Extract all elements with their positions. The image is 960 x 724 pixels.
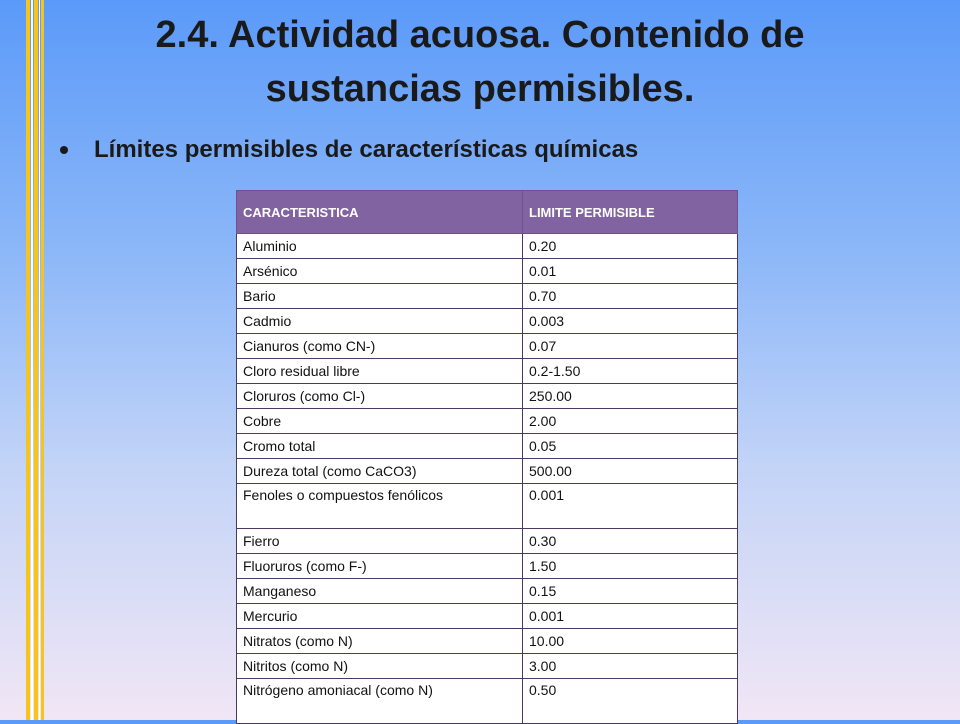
cell-characteristic: Fluoruros (como F-) — [237, 554, 523, 579]
cell-characteristic: Cianuros (como CN-) — [237, 334, 523, 359]
table-row — [237, 459, 738, 484]
table-body — [237, 234, 738, 724]
table-row — [237, 409, 738, 434]
cell-limit: 0.01 — [523, 259, 738, 284]
cell-limit: 1.50 — [523, 554, 738, 579]
table-row — [237, 604, 738, 629]
cell-characteristic: Aluminio — [237, 234, 523, 259]
cell-limit: 0.20 — [523, 234, 738, 259]
cell-limit: 0.70 — [523, 284, 738, 309]
cell-limit: 0.15 — [523, 579, 738, 604]
cell-characteristic: Dureza total (como CaCO3) — [237, 459, 523, 484]
cell-limit: 2.00 — [523, 409, 738, 434]
cell-limit: 0.003 — [523, 309, 738, 334]
table-row — [237, 679, 738, 724]
cell-characteristic: Cloruros (como Cl-) — [237, 384, 523, 409]
table-row — [237, 359, 738, 384]
table-row — [237, 484, 738, 529]
table-row — [237, 259, 738, 284]
title-line-2: sustancias permisibles. — [265, 68, 695, 110]
stripe — [41, 0, 44, 720]
cell-limit: 0.2-1.50 — [523, 359, 738, 384]
cell-characteristic: Nitratos (como N) — [237, 629, 523, 654]
table-row — [237, 334, 738, 359]
cell-characteristic: Bario — [237, 284, 523, 309]
cell-limit: 0.05 — [523, 434, 738, 459]
limits-table — [236, 190, 738, 724]
cell-limit: 10.00 — [523, 629, 738, 654]
cell-limit: 500.00 — [523, 459, 738, 484]
header-characteristic: CARACTERISTICA — [237, 191, 523, 234]
cell-characteristic: Cromo total — [237, 434, 523, 459]
cell-limit: 250.00 — [523, 384, 738, 409]
table-row — [237, 434, 738, 459]
table-header-row — [237, 191, 738, 234]
cell-limit: 3.00 — [523, 654, 738, 679]
cell-limit: 0.001 — [523, 604, 738, 629]
cell-characteristic: Manganeso — [237, 579, 523, 604]
cell-characteristic: Cloro residual libre — [237, 359, 523, 384]
table-row — [237, 529, 738, 554]
cell-characteristic: Fierro — [237, 529, 523, 554]
cell-limit: 0.50 — [523, 679, 738, 724]
cell-limit: 0.001 — [523, 484, 738, 529]
bullet-item — [60, 132, 638, 168]
cell-limit: 0.30 — [523, 529, 738, 554]
title-line-1: 2.4. Actividad acuosa. Contenido de — [155, 14, 805, 56]
header-limit: LIMITE PERMISIBLE — [523, 191, 738, 234]
cell-characteristic: Cobre — [237, 409, 523, 434]
table-row — [237, 579, 738, 604]
cell-characteristic: Nitritos (como N) — [237, 654, 523, 679]
cell-limit: 0.07 — [523, 334, 738, 359]
bullet-text: Límites permisibles de características químicas — [94, 136, 639, 163]
table-row — [237, 554, 738, 579]
stripe — [34, 0, 38, 720]
table-row — [237, 629, 738, 654]
cell-characteristic: Cadmio — [237, 309, 523, 334]
table-row — [237, 234, 738, 259]
cell-characteristic: Arsénico — [237, 259, 523, 284]
cell-characteristic: Nitrógeno amoniacal (como N) — [237, 679, 523, 724]
stripe — [26, 0, 30, 720]
table-row — [237, 309, 738, 334]
slide-title — [60, 8, 900, 116]
table-row — [237, 284, 738, 309]
cell-characteristic: Fenoles o compuestos fenólicos — [237, 484, 523, 529]
stripe — [39, 0, 40, 720]
table-row — [237, 654, 738, 679]
table-row — [237, 384, 738, 409]
bullet-icon — [60, 146, 68, 154]
cell-characteristic: Mercurio — [237, 604, 523, 629]
decorative-stripes — [26, 0, 48, 720]
stripe — [31, 0, 33, 720]
